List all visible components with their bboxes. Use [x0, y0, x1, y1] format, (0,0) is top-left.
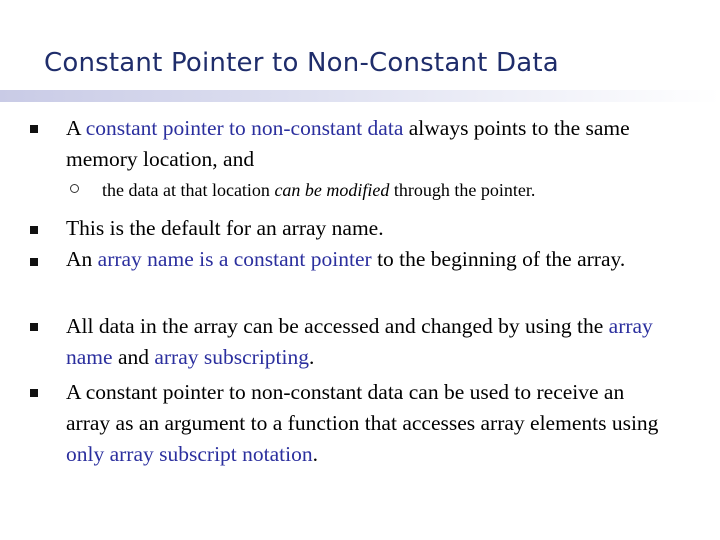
text-run: A [66, 116, 86, 140]
bullet-square-icon [30, 323, 38, 331]
text-run: always points to the same memory location, and [66, 116, 630, 171]
bullet-square-icon [30, 226, 38, 234]
sub-bullet-1-text [102, 178, 702, 202]
bullet-2-text [66, 213, 666, 244]
highlight-run: only array subscript notation [66, 442, 313, 466]
bullet-square-icon [30, 258, 38, 266]
bullet-square-icon [30, 125, 38, 133]
highlight-run: array name is a constant pointer [97, 247, 372, 271]
text-run: . [309, 345, 315, 369]
sub-bullet-circle-icon [70, 184, 79, 193]
bullet-3-text [66, 244, 666, 275]
text-run: This is the default for an array name. [66, 216, 384, 240]
text-run: and [112, 345, 155, 369]
slide-title: Constant Pointer to Non-Constant Data [44, 48, 559, 78]
emphasis-run: can be modified [274, 180, 390, 200]
highlight-run: array subscripting [154, 345, 309, 369]
text-run: the data at that location [102, 180, 275, 200]
bullet-square-icon [30, 389, 38, 397]
highlight-run: constant pointer to non-constant data [85, 116, 404, 140]
bullet-1-text [66, 113, 666, 175]
text-run: All data in the array can be accessed and changed by using the [66, 314, 609, 338]
bullet-5-text [66, 377, 666, 470]
text-run: . [312, 442, 318, 466]
highlight-run: array name [66, 314, 653, 369]
text-run: to the beginning of the array. [371, 247, 626, 271]
text-run: A constant pointer to non-constant data can be used to receive an array as an argument to a function that accesses array elements using [66, 380, 659, 435]
bullet-4-text [66, 311, 666, 373]
text-run: through the pointer. [389, 180, 536, 200]
text-run: An [66, 247, 98, 271]
title-divider [0, 90, 720, 102]
